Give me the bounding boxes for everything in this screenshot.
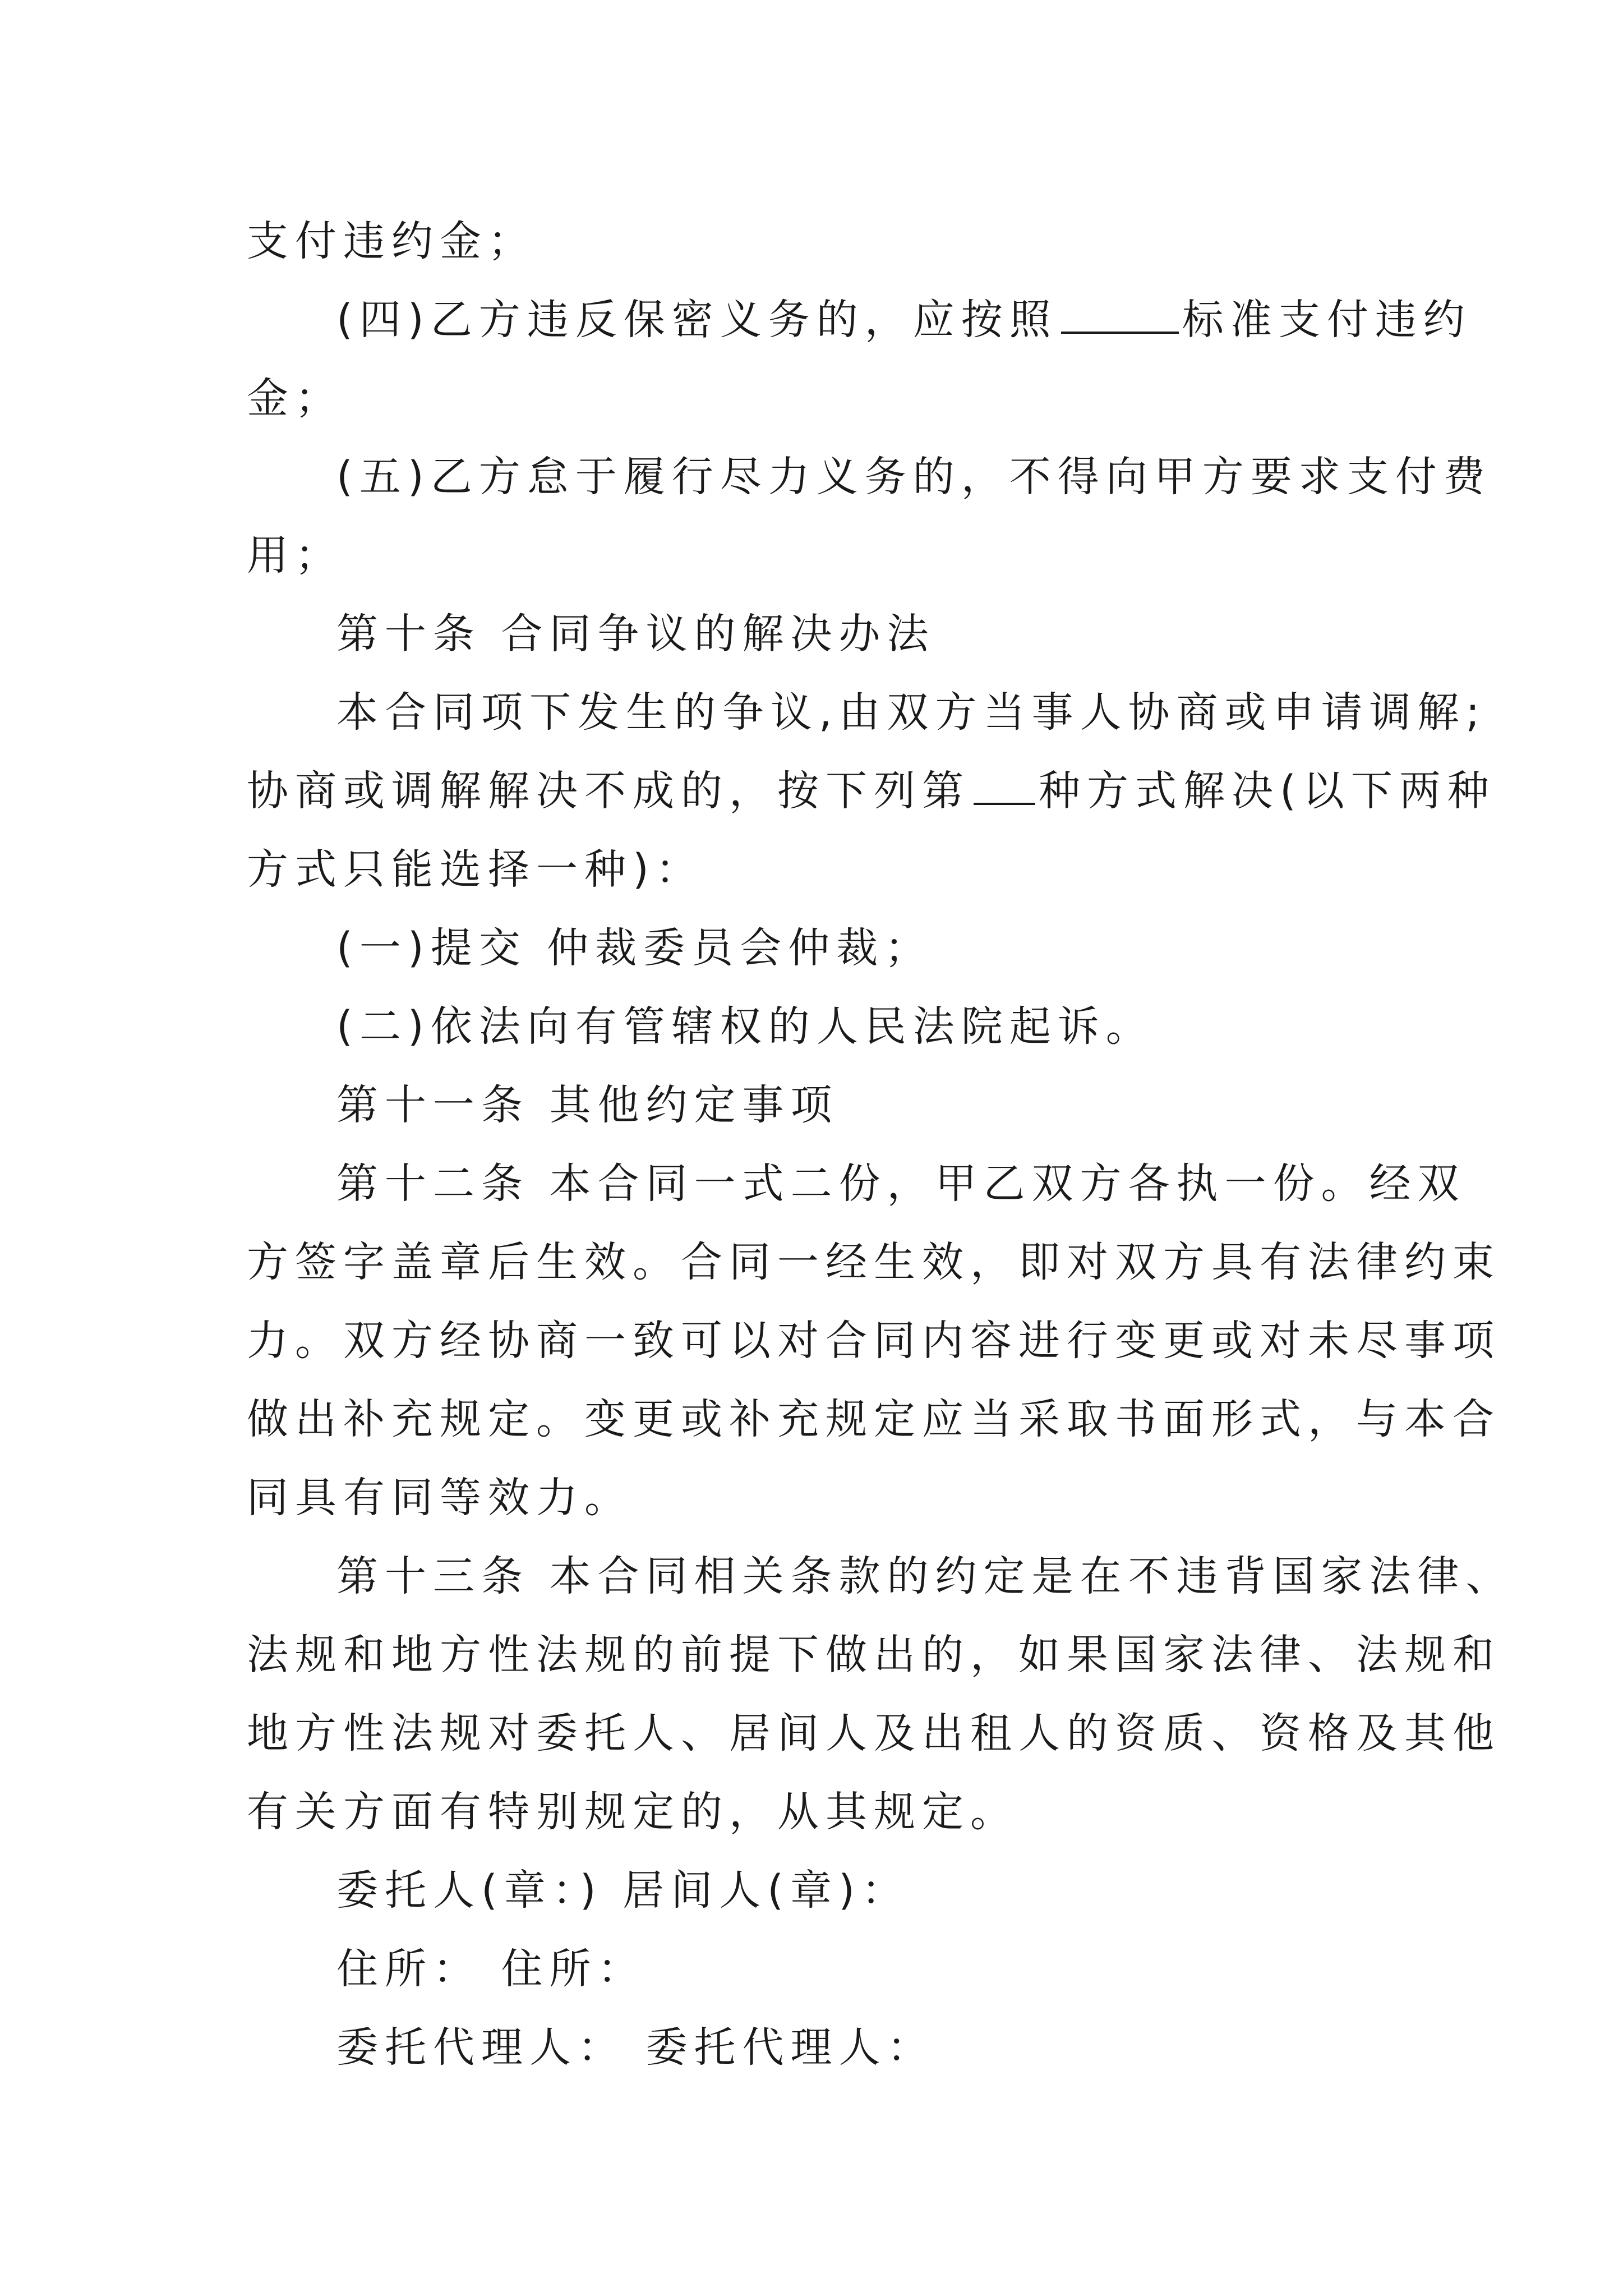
paragraph-text: 金； [247,374,343,422]
article-13-paragraph-cont [247,1694,1501,1773]
article-11-heading [247,1066,1391,1144]
article-12-paragraph-cont [247,1458,1391,1537]
paragraph-text: 方式只能选择一种)： [247,845,704,894]
paragraph-text: 有关方面有特别规定的，从其规定。 [247,1788,1018,1836]
signature-parties [247,1851,1391,1930]
paragraph-text: (四)乙方违反保密义务的，应按照 [336,296,1058,344]
list-item: (二)依法向有管辖权的人民法院起诉。 [336,1002,1154,1051]
list-item: (一)提交 仲裁委员会仲裁； [336,924,933,972]
paragraph-text: 用； [247,531,343,579]
paragraph-text: 第十三条 本合同相关条款的约定是在不违背国家法律、 [336,1552,1514,1600]
clause-confidentiality-penalty-cont [247,359,1391,438]
signature-address [247,1930,1391,2008]
paragraph-text: 法规和地方性法规的前提下做出的，如果国家法律、法规和 [247,1631,1501,1679]
paragraph-text: 方签字盖章后生效。合同一经生效，即对双方具有法律约束 [247,1238,1501,1286]
document-body [247,202,1514,2087]
article-10-option-2 [247,987,1391,1066]
paragraph-text: 种方式解决(以下两种 [1039,767,1496,815]
paragraph-text: 标准支付违约 [1182,296,1472,344]
paragraph-text: 本合同项下发生的争议,由双方当事人协商或申请调解; [336,688,1487,737]
article-heading: 第十条 合同争议的解决办法 [336,610,935,658]
article-10-paragraph-cont [247,830,1391,909]
paragraph-text: 同具有同等效力。 [247,1474,633,1522]
article-13-paragraph-cont [247,1616,1501,1694]
article-10-paragraph-cont [247,752,1496,830]
article-heading: 第十一条 其他约定事项 [336,1081,839,1129]
article-12-paragraph-cont [247,1301,1501,1380]
article-13-paragraph [247,1537,1514,1616]
clause-diligence-duty [247,438,1492,516]
article-12-paragraph-cont [247,1380,1501,1458]
paragraph-text: 做出补充规定。变更或补充规定应当采取书面形式，与本合 [247,1395,1501,1443]
paragraph-text: 第十二条 本合同一式二份，甲乙双方各执一份。经双 [336,1159,1466,1208]
signature-line: 委托人(章：) 居间人(章)： [336,1866,910,1915]
clause-diligence-duty-cont [247,516,1391,595]
fill-in-blank[interactable] [974,759,1035,805]
article-13-paragraph-cont [247,1773,1391,1851]
signature-agents [247,2008,1391,2087]
paragraph-text: 协商或调解解决不成的，按下列第 [247,767,970,815]
clause-confidentiality-penalty [247,280,1472,359]
paragraph-text: 力。双方经协商一致可以对合同内容进行变更或对未尽事项 [247,1317,1501,1365]
article-10-option-1 [247,909,1391,987]
paragraph-text: 支付违约金； [247,217,536,265]
article-12-paragraph-cont [247,1223,1501,1301]
signature-line: 委托代理人： 委托代理人： [336,2023,935,2072]
article-10-paragraph [247,673,1487,752]
article-10-heading [247,595,1391,673]
paragraph-text: 地方性法规对委托人、居间人及出租人的资质、资格及其他 [247,1709,1501,1757]
article-12-paragraph [247,1144,1466,1223]
fill-in-blank[interactable] [1061,288,1179,334]
signature-line: 住所： 住所： [336,1945,646,1993]
clause-penalty-continuation [247,202,1391,280]
paragraph-text: (五)乙方怠于履行尽力义务的，不得向甲方要求支付费 [336,453,1492,501]
